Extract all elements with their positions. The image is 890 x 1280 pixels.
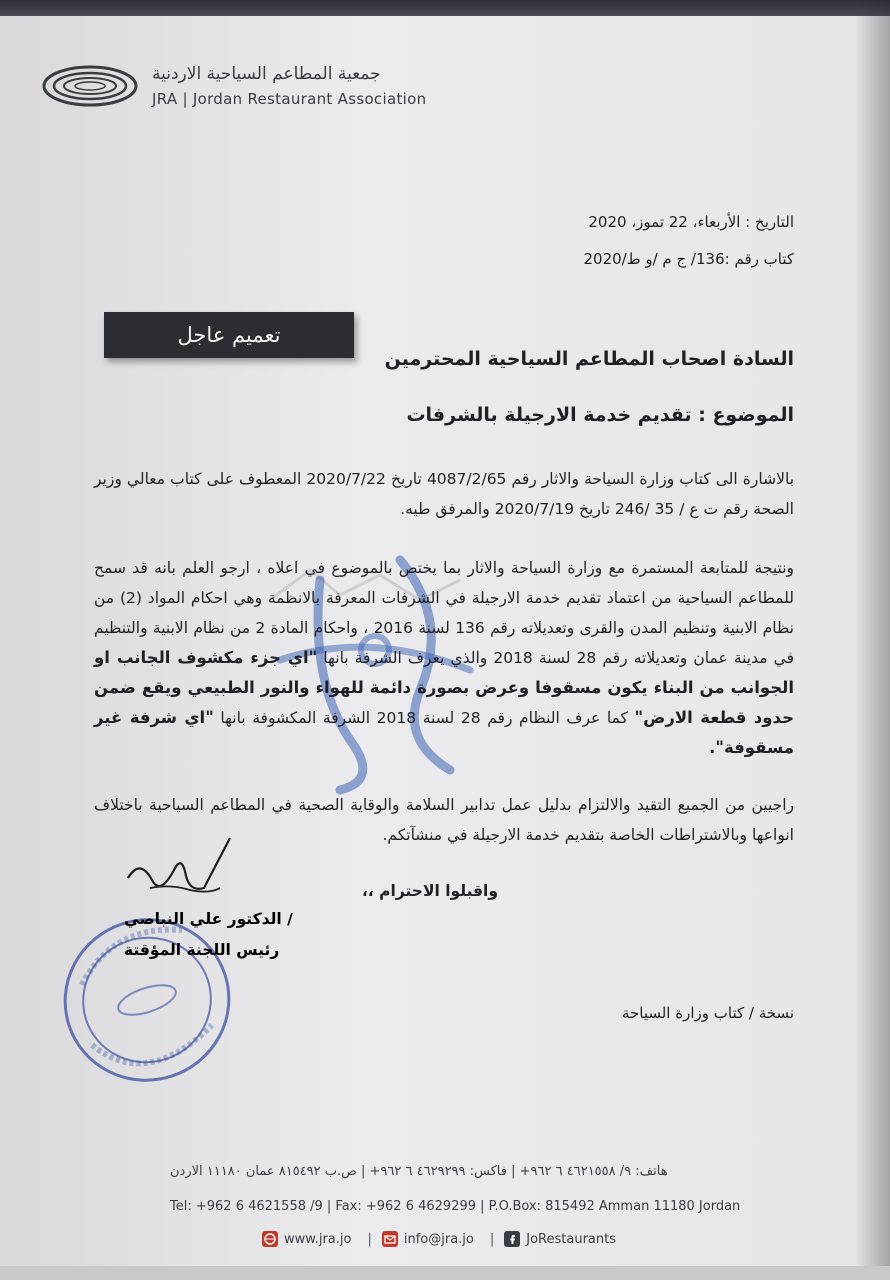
subject-line: الموضوع : تقديم خدمة الارجيلة بالشرفات xyxy=(406,404,794,426)
mail-icon xyxy=(382,1231,398,1247)
salutation: السادة اصحاب المطاعم السياحية المحترمين xyxy=(384,348,794,370)
letter-date: التاريخ : الأربعاء، 22 تموز، 2020 xyxy=(588,213,794,231)
email-link[interactable] xyxy=(382,1231,474,1247)
footer-links xyxy=(262,1228,632,1250)
letter-reference: كتاب رقم :136/ ج م /و ط/2020 xyxy=(583,250,794,268)
balcony-definition: "اي جزء مكشوف الجانب او الجوانب من البناء يكون مسقوفا وعرض بصورة دائمة للهواء والنور الطبيعي ويقع ضمن حدود قطعة الارض" xyxy=(94,648,794,727)
paragraph-request: راجيين من الجميع التقيد والالتزام بدليل عمل تدابير السلامة والوقاية الصحية في المطاعم السياحية باختلاف انواعها وبالاشتراطات الخاصة بتقديم خدمة الارجيلة في منشآتكم. xyxy=(94,796,794,844)
handwritten-signature xyxy=(120,818,240,918)
urgent-circular-label: تعميم عاجل xyxy=(104,312,354,358)
paragraph-decision-text-2: كما عرف النظام رقم 28 لسنة 2018 الشرفة المكشوفة بانها xyxy=(213,709,635,727)
scan-shadow xyxy=(854,0,890,1280)
signer-title: رئيس اللجنة المؤقتة xyxy=(124,941,280,959)
facebook-icon xyxy=(504,1231,520,1247)
paragraph-reference: بالاشارة الى كتاب وزارة السياحة والاثار رقم 4087/2/65 تاريخ 2020/7/22 المعطوف على كتاب معالي وزير الصحة رقم ت ع / 35 /246 تاريخ 2020/7/19 والمرفق طيه. xyxy=(94,470,795,518)
globe-icon xyxy=(262,1231,278,1247)
website-link[interactable] xyxy=(262,1231,351,1247)
scan-top-edge xyxy=(0,0,890,16)
footer-contact-arabic: هاتف: ٩/ ٤٦٢١٥٥٨ ٦ ٩٦٢+ | فاكس: ٤٦٢٩٢٩٩ ٦ ٩٦٢+ | ص.ب ٨١٥٤٩٢ عمان ١١١٨٠ الاردن xyxy=(170,1164,668,1179)
org-name-arabic: جمعية المطاعم السياحية الاردنية xyxy=(152,64,381,84)
copy-to-line: نسخة / كتاب وزارة السياحة xyxy=(621,1004,794,1022)
jra-logo-icon xyxy=(38,62,148,110)
open-balcony-definition: "اي شرفة غير مسقوفة". xyxy=(94,708,794,757)
email-text: info@jra.jo xyxy=(403,1231,474,1247)
footer-separator: | xyxy=(489,1231,495,1247)
association-stamp xyxy=(52,905,242,1095)
facebook-text: JoRestaurants xyxy=(526,1231,616,1247)
signer-name: / الدكتور علي النباصي xyxy=(124,910,293,928)
paragraph-decision-text: ونتيجة للمتابعة المستمرة مع وزارة السياحة والاثار بما يختص بالموضوع في اعلاه ، ارجو العلم بانه قد سمح للمطاعم السياحية من اعتماد تقديم خدمة الارجيلة في الشرفات المعرفة بالانظمة وهي احكام المواد (2) من نظام الابنية وتنظيم المدن والقرى وتعديلاته رقم 136 لسنة 2016 ، واحكام المادة 2 من نظام الابنية والتنظيم في مدينة عمان وتعديلاته رقم 28 لسنة 2018 والذي يعرف الشرفة بانها xyxy=(94,559,794,667)
footer-contact-english: Tel: +962 6 4621558 /9 | Fax: +962 6 4629299 | P.O.Box: 815492 Amman 11180 Jordan xyxy=(170,1199,741,1214)
org-name-english: JRA | Jordan Restaurant Association xyxy=(152,90,427,108)
scan-bottom-edge xyxy=(0,1266,890,1280)
website-text: www.jra.jo xyxy=(284,1231,352,1247)
closing-greeting: واقبلوا الاحترام ،، xyxy=(361,882,498,900)
paragraph-decision xyxy=(94,553,794,763)
facebook-link[interactable] xyxy=(504,1231,616,1247)
footer-separator: | xyxy=(367,1231,372,1247)
